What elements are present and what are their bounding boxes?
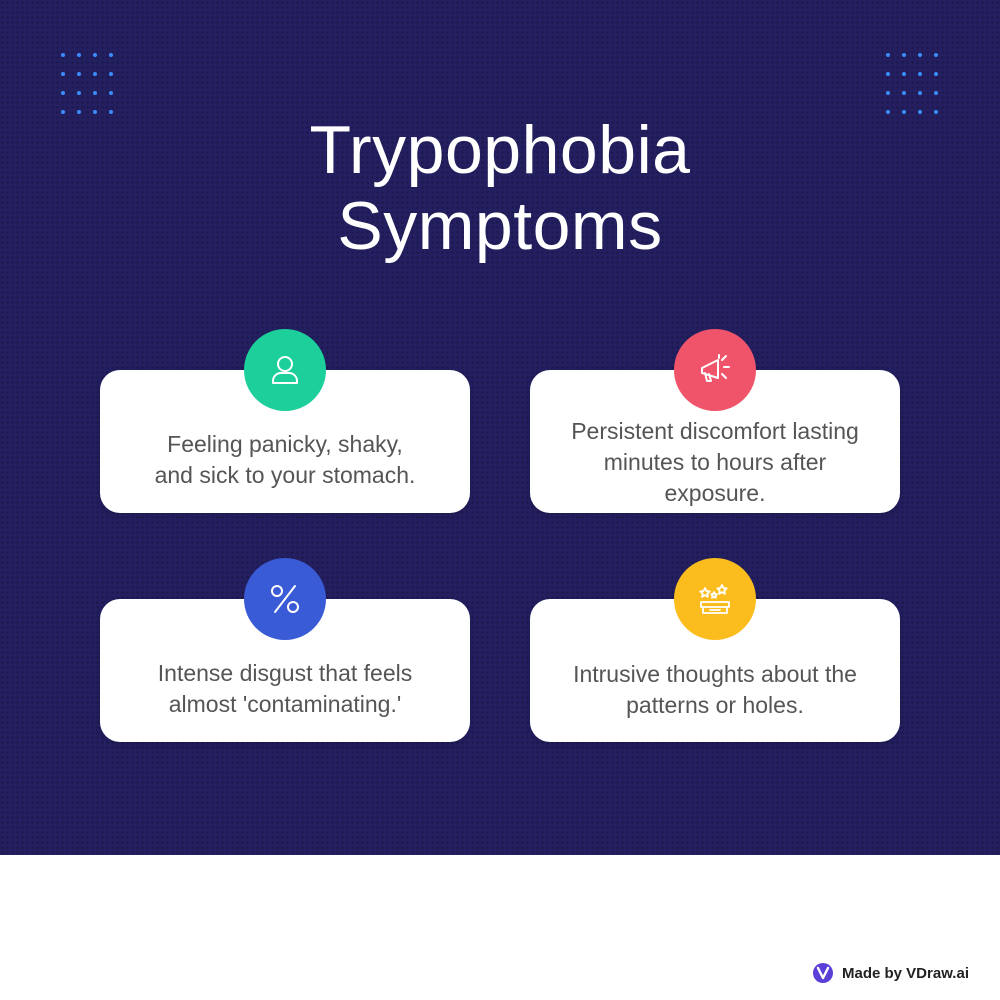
symptom-text-line: Feeling panicky, shaky, <box>167 430 403 457</box>
symptom-text-line: patterns or holes. <box>626 691 804 718</box>
symptom-text-line: and sick to your stomach. <box>154 461 416 488</box>
decorative-dot-grid-right <box>880 45 944 121</box>
symptom-text-line: minutes to hours after <box>603 449 827 475</box>
symptom-text-line: Intrusive thoughts about the <box>573 660 857 687</box>
symptom-text-line: almost 'contaminating.' <box>168 690 402 717</box>
symptom-badge-2 <box>674 329 756 411</box>
award-box-icon <box>695 579 735 619</box>
title-line-1: Trypophobia <box>309 112 691 188</box>
symptom-text-line: exposure. <box>664 480 766 506</box>
footer-credit <box>812 962 969 984</box>
person-icon <box>265 350 305 390</box>
page-title <box>0 112 1000 264</box>
symptom-badge-1 <box>244 329 326 411</box>
symptom-text-line: Intense disgust that feels <box>157 659 413 686</box>
percent-icon <box>265 579 305 619</box>
symptom-badge-3 <box>244 558 326 640</box>
megaphone-icon <box>695 350 735 390</box>
vdraw-logo-icon <box>812 962 834 984</box>
footer-label: Made by VDraw.ai <box>842 964 969 982</box>
title-line-2: Symptoms <box>337 188 663 264</box>
symptom-badge-4 <box>674 558 756 640</box>
symptom-text-line: Persistent discomfort lasting <box>571 418 859 444</box>
decorative-dot-grid-left <box>55 45 119 121</box>
